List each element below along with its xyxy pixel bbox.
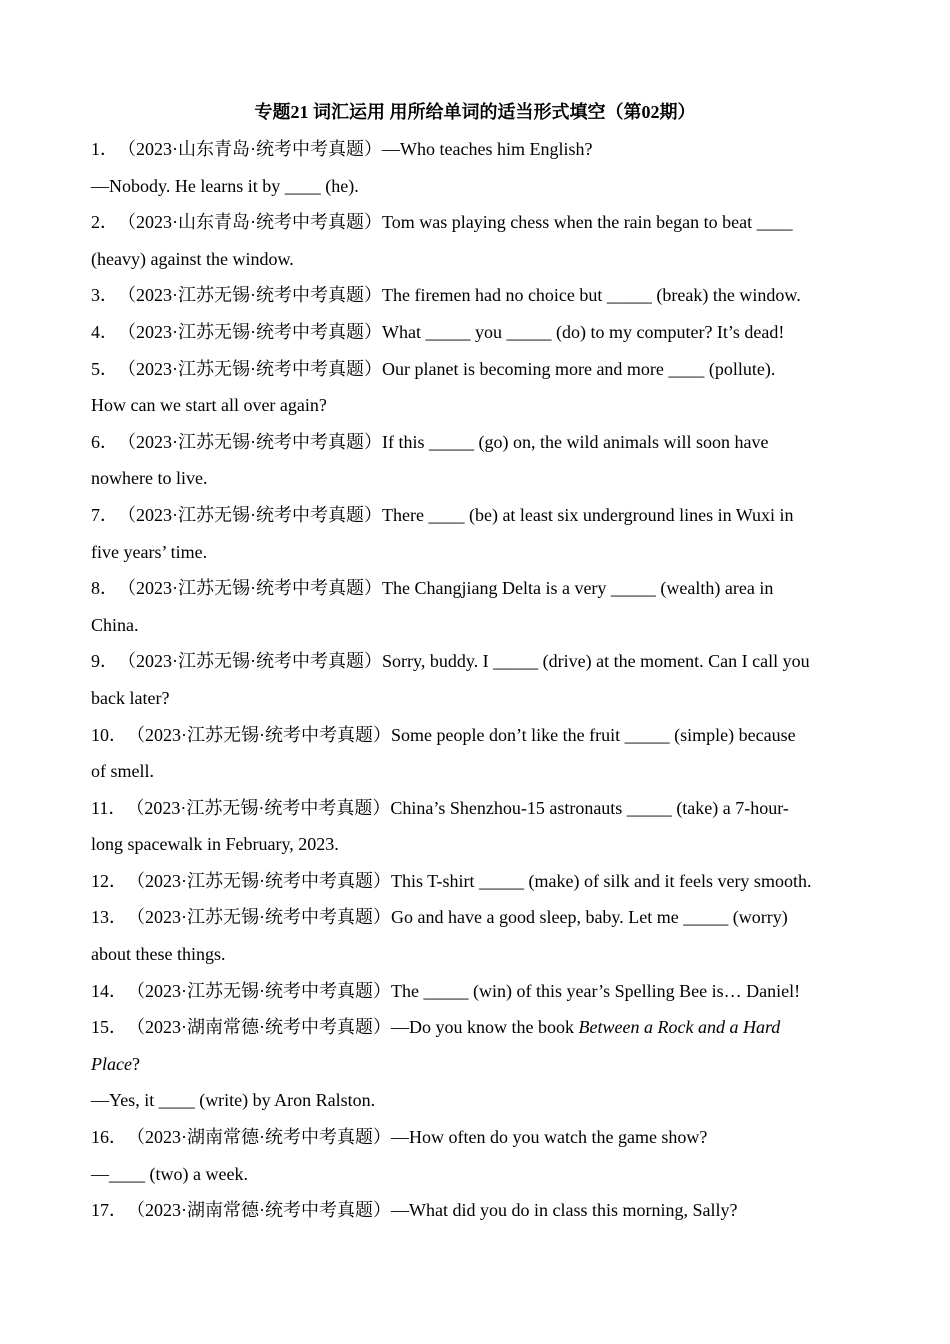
- question-line: [91, 717, 866, 754]
- question-text: —Do you know the book: [391, 1017, 579, 1038]
- question-text: —What did you do in class this morning, Sally?: [391, 1200, 738, 1221]
- book-title: Place: [91, 1053, 132, 1074]
- question-number: 16．: [91, 1127, 127, 1148]
- question-text: There ____ (be) at least six underground lines in Wuxi in: [382, 504, 794, 525]
- question-source: （2023·江苏无锡·统考中考真题）: [126, 797, 391, 818]
- question-source: （2023·江苏无锡·统考中考真题）: [127, 724, 391, 745]
- question-number: 17．: [91, 1200, 127, 1221]
- question-line: [91, 1192, 866, 1229]
- question-source: （2023·山东青岛·统考中考真题）: [118, 212, 382, 233]
- question-line: [91, 570, 866, 607]
- question-line: [91, 387, 866, 424]
- question-text: Our planet is becoming more and more ____ (pollute).: [382, 358, 776, 379]
- question-number: 5．: [91, 358, 118, 379]
- question-line: [91, 241, 866, 278]
- question-line: [91, 826, 866, 863]
- question-text: The _____ (win) of this year’s Spelling Bee is… Daniel!: [391, 980, 801, 1001]
- question-number: 8．: [91, 578, 118, 599]
- page-title: 专题21 词汇运用 用所给单词的适当形式填空（第02期）: [254, 102, 696, 122]
- question-text: What _____ you _____ (do) to my computer? It’s dead!: [382, 321, 785, 342]
- question-text: five years’ time.: [91, 541, 208, 562]
- question-line: [91, 277, 866, 314]
- question-number: 13．: [91, 907, 127, 928]
- question-source: （2023·湖南常德·统考中考真题）: [127, 1200, 391, 1221]
- question-number: 2．: [91, 212, 118, 233]
- question-number: 3．: [91, 285, 118, 306]
- question-line: [91, 1009, 866, 1046]
- question-text: The Changjiang Delta is a very _____ (wealth) area in: [382, 578, 774, 599]
- question-source: （2023·江苏无锡·统考中考真题）: [127, 907, 391, 928]
- question-number: 15．: [91, 1017, 127, 1038]
- question-text: Sorry, buddy. I _____ (drive) at the moment. Can I call you: [382, 651, 810, 672]
- question-source: （2023·江苏无锡·统考中考真题）: [118, 358, 382, 379]
- question-line: [91, 314, 866, 351]
- question-line: [91, 1156, 866, 1193]
- question-number: 9．: [91, 651, 118, 672]
- question-source: （2023·江苏无锡·统考中考真题）: [127, 980, 391, 1001]
- question-number: 12．: [91, 870, 127, 891]
- question-line: [91, 168, 866, 205]
- question-line: [91, 351, 866, 388]
- question-text: Go and have a good sleep, baby. Let me _____ (worry): [391, 907, 788, 928]
- question-line: [91, 131, 866, 168]
- question-line: [91, 460, 866, 497]
- question-text: If this _____ (go) on, the wild animals will soon have: [382, 431, 769, 452]
- question-source: （2023·江苏无锡·统考中考真题）: [118, 651, 382, 672]
- question-text: —Nobody. He learns it by ____ (he).: [91, 175, 359, 196]
- question-text: China’s Shenzhou-15 astronauts _____ (take) a 7-hour-: [390, 797, 789, 818]
- question-list: [91, 131, 866, 1229]
- question-text: China.: [91, 614, 139, 635]
- question-text: How can we start all over again?: [91, 395, 327, 416]
- question-source: （2023·江苏无锡·统考中考真题）: [118, 321, 382, 342]
- question-number: 11．: [91, 797, 127, 818]
- question-source: （2023·山东青岛·统考中考真题）: [118, 139, 382, 159]
- question-number: 7．: [91, 504, 118, 525]
- question-text: Tom was playing chess when the rain began to beat ____: [382, 212, 793, 233]
- question-source: （2023·江苏无锡·统考中考真题）: [118, 578, 382, 599]
- question-text: This T-shirt _____ (make) of silk and it feels very smooth.: [391, 870, 812, 891]
- question-text: —Yes, it ____ (write) by Aron Ralston.: [91, 1090, 376, 1111]
- question-text: The firemen had no choice but _____ (break) the window.: [382, 285, 801, 306]
- question-number: 4．: [91, 321, 118, 342]
- question-line: [91, 1046, 866, 1083]
- question-line: [91, 973, 866, 1010]
- question-line: [91, 863, 866, 900]
- question-line: [91, 899, 866, 936]
- question-source: （2023·江苏无锡·统考中考真题）: [118, 431, 382, 452]
- question-line: [91, 1119, 866, 1156]
- question-source: （2023·江苏无锡·统考中考真题）: [118, 504, 382, 525]
- question-line: [91, 534, 866, 571]
- question-line: [91, 790, 866, 827]
- question-text: Some people don’t like the fruit _____ (simple) because: [391, 724, 796, 745]
- question-text: —____ (two) a week.: [91, 1163, 248, 1184]
- question-number: 1．: [91, 139, 118, 159]
- question-text: —How often do you watch the game show?: [391, 1127, 708, 1148]
- question-source: （2023·湖南常德·统考中考真题）: [127, 1017, 391, 1038]
- question-source: （2023·江苏无锡·统考中考真题）: [127, 870, 391, 891]
- question-number: 10．: [91, 724, 127, 745]
- question-text: about these things.: [91, 944, 226, 965]
- question-line: [91, 753, 866, 790]
- question-number: 6．: [91, 431, 118, 452]
- question-text: long spacewalk in February, 2023.: [91, 834, 339, 855]
- question-line: [91, 424, 866, 461]
- question-line: [91, 497, 866, 534]
- question-line: [91, 1082, 866, 1119]
- question-source: （2023·江苏无锡·统考中考真题）: [118, 285, 382, 306]
- question-text: nowhere to live.: [91, 468, 208, 489]
- question-text: of smell.: [91, 761, 154, 782]
- question-source: （2023·湖南常德·统考中考真题）: [127, 1127, 391, 1148]
- book-title: Between a Rock and a Hard: [578, 1017, 781, 1038]
- question-line: [91, 643, 866, 680]
- question-line: [91, 680, 866, 717]
- question-text: (heavy) against the window.: [91, 248, 294, 269]
- question-text: back later?: [91, 687, 170, 708]
- question-line: [91, 936, 866, 973]
- question-number: 14．: [91, 980, 127, 1001]
- question-line: [91, 607, 866, 644]
- question-text: —Who teaches him English?: [382, 139, 593, 159]
- question-text: ?: [131, 1053, 140, 1074]
- question-line: [91, 204, 866, 241]
